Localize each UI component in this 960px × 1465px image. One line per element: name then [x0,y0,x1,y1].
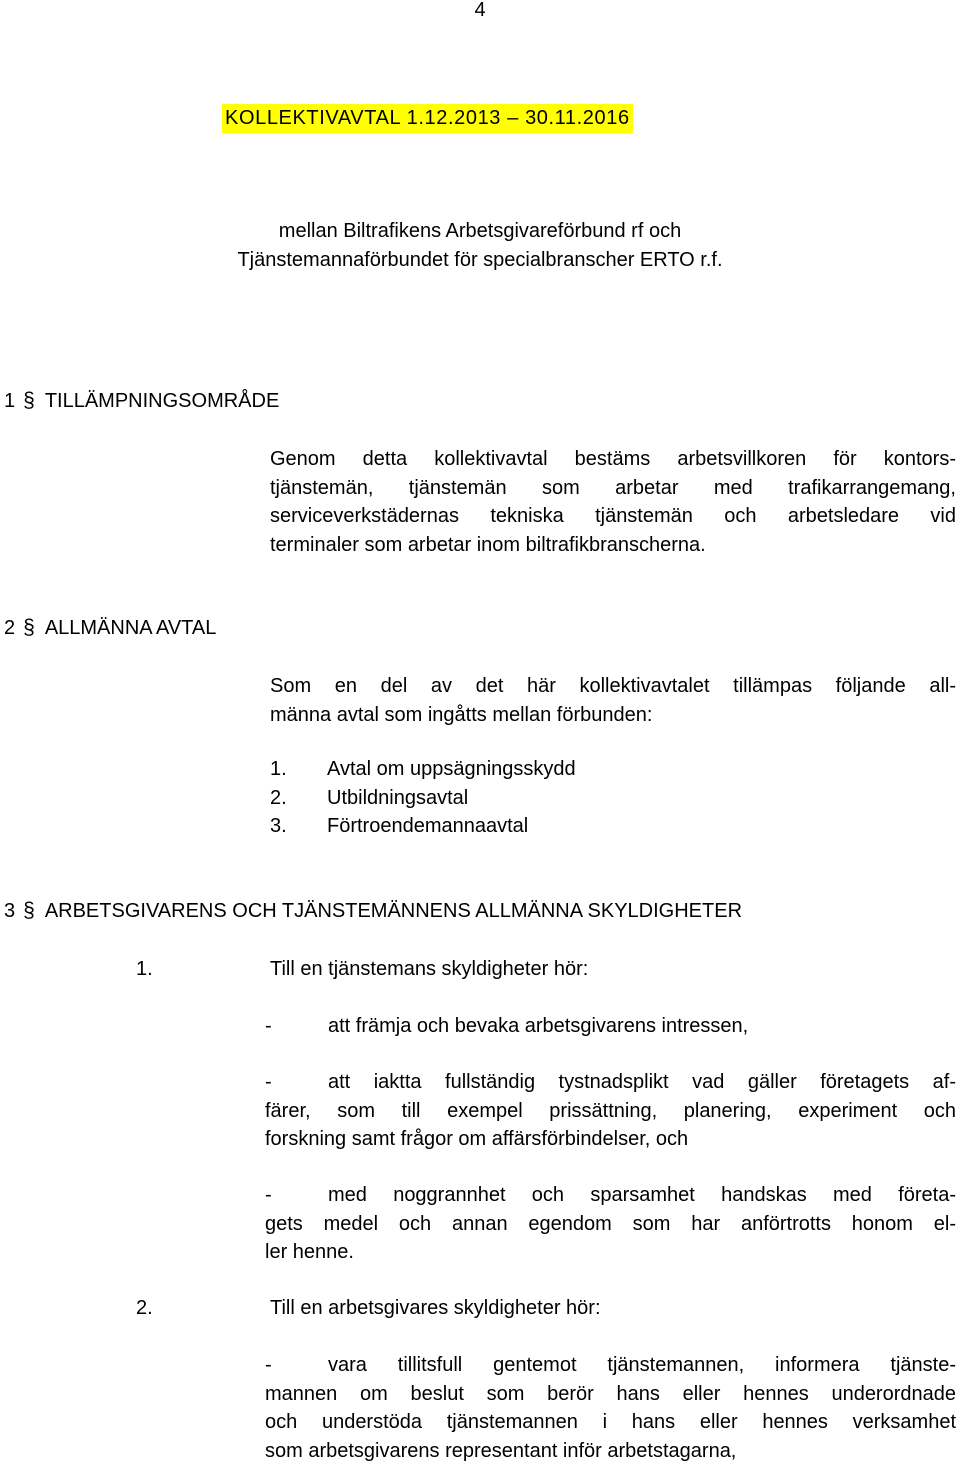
page-number: 4 [0,0,960,25]
list-number: 1. [270,755,327,784]
list-text: Förtroendemannaavtal [327,812,528,841]
bullet-dash: - [265,1068,328,1097]
parties-line-1: mellan Biltrafikens Arbetsgivareförbund rf och [0,217,960,246]
section-title: TILLÄMPNINGSOMRÅDE [45,390,279,412]
bullet-line: att iaktta fullständig tystnadsplikt vad gäller företagets af- [328,1068,956,1097]
bullet-dash: - [265,1351,328,1380]
list-text: Utbildningsavtal [327,784,468,813]
section-sign: § [23,897,35,926]
paragraph-line: terminaler som arbetar inom biltrafikbranscherna. [270,531,956,560]
list-item [270,755,576,784]
paragraph-line: tjänstemän, tjänstemän som arbetar med trafikarrangemang, [270,474,956,503]
parties [0,217,960,274]
section-title: ALLMÄNNA AVTAL [45,617,217,639]
bullet-line: och understöda tjänstemannen i hans eller hennes verksamhet [265,1408,956,1437]
section-number: 1 [4,387,15,416]
list-item [270,812,576,841]
duty-1-bullet-2 [265,1068,956,1154]
agreements-list [270,755,576,841]
section-3-heading [4,897,742,926]
duty-1-bullet-1 [265,1012,956,1041]
section-sign: § [23,614,35,643]
section-2-heading [4,614,216,643]
section-sign: § [23,387,35,416]
paragraph-line: Som en del av det här kollektivavtalet tillämpas följande all- [270,672,956,701]
list-number: 3. [270,812,327,841]
duty-2-bullet-1 [265,1351,956,1465]
list-text: Avtal om uppsägningsskydd [327,755,576,784]
section-2-paragraph [270,672,956,729]
bullet-line: som arbetsgivarens representant inför arbetstagarna, [265,1437,956,1465]
duty-1-number: 1. [136,955,153,984]
paragraph-line: Genom detta kollektivavtal bestäms arbetsvillkoren för kontors- [270,445,956,474]
paragraph-line: männa avtal som ingåtts mellan förbunden: [270,701,956,730]
section-number: 2 [4,614,15,643]
section-title: ARBETSGIVARENS OCH TJÄNSTEMÄNNENS ALLMÄNNA SKYLDIGHETER [45,900,742,922]
bullet-line: vara tillitsfull gentemot tjänstemannen, informera tjänste- [328,1351,956,1380]
duty-2-number: 2. [136,1294,153,1323]
section-1-heading [4,387,279,416]
agreement-title: KOLLEKTIVAVTAL 1.12.2013 – 30.11.2016 [222,104,633,133]
duty-2-text: Till en arbetsgivares skyldigheter hör: [270,1294,601,1323]
parties-line-2: Tjänstemannaförbundet för specialbranscher ERTO r.f. [0,246,960,275]
bullet-line: att främja och bevaka arbetsgivarens intressen, [328,1012,956,1041]
bullet-line: ler henne. [265,1238,956,1267]
paragraph-line: serviceverkstädernas tekniska tjänstemän och arbetsledare vid [270,502,956,531]
list-number: 2. [270,784,327,813]
bullet-dash: - [265,1181,328,1210]
list-item [270,784,576,813]
bullet-line: färer, som till exempel prissättning, planering, experiment och [265,1097,956,1126]
bullet-line: gets medel och annan egendom som har anförtrotts honom el- [265,1210,956,1239]
duty-1-text: Till en tjänstemans skyldigheter hör: [270,955,588,984]
section-number: 3 [4,897,15,926]
bullet-line: mannen om beslut som berör hans eller hennes underordnade [265,1380,956,1409]
bullet-line: forskning samt frågor om affärsförbindelser, och [265,1125,956,1154]
section-1-paragraph [270,445,956,559]
bullet-line: med noggrannhet och sparsamhet handskas med företa- [328,1181,956,1210]
duty-1-bullet-3 [265,1181,956,1267]
bullet-dash: - [265,1012,328,1041]
